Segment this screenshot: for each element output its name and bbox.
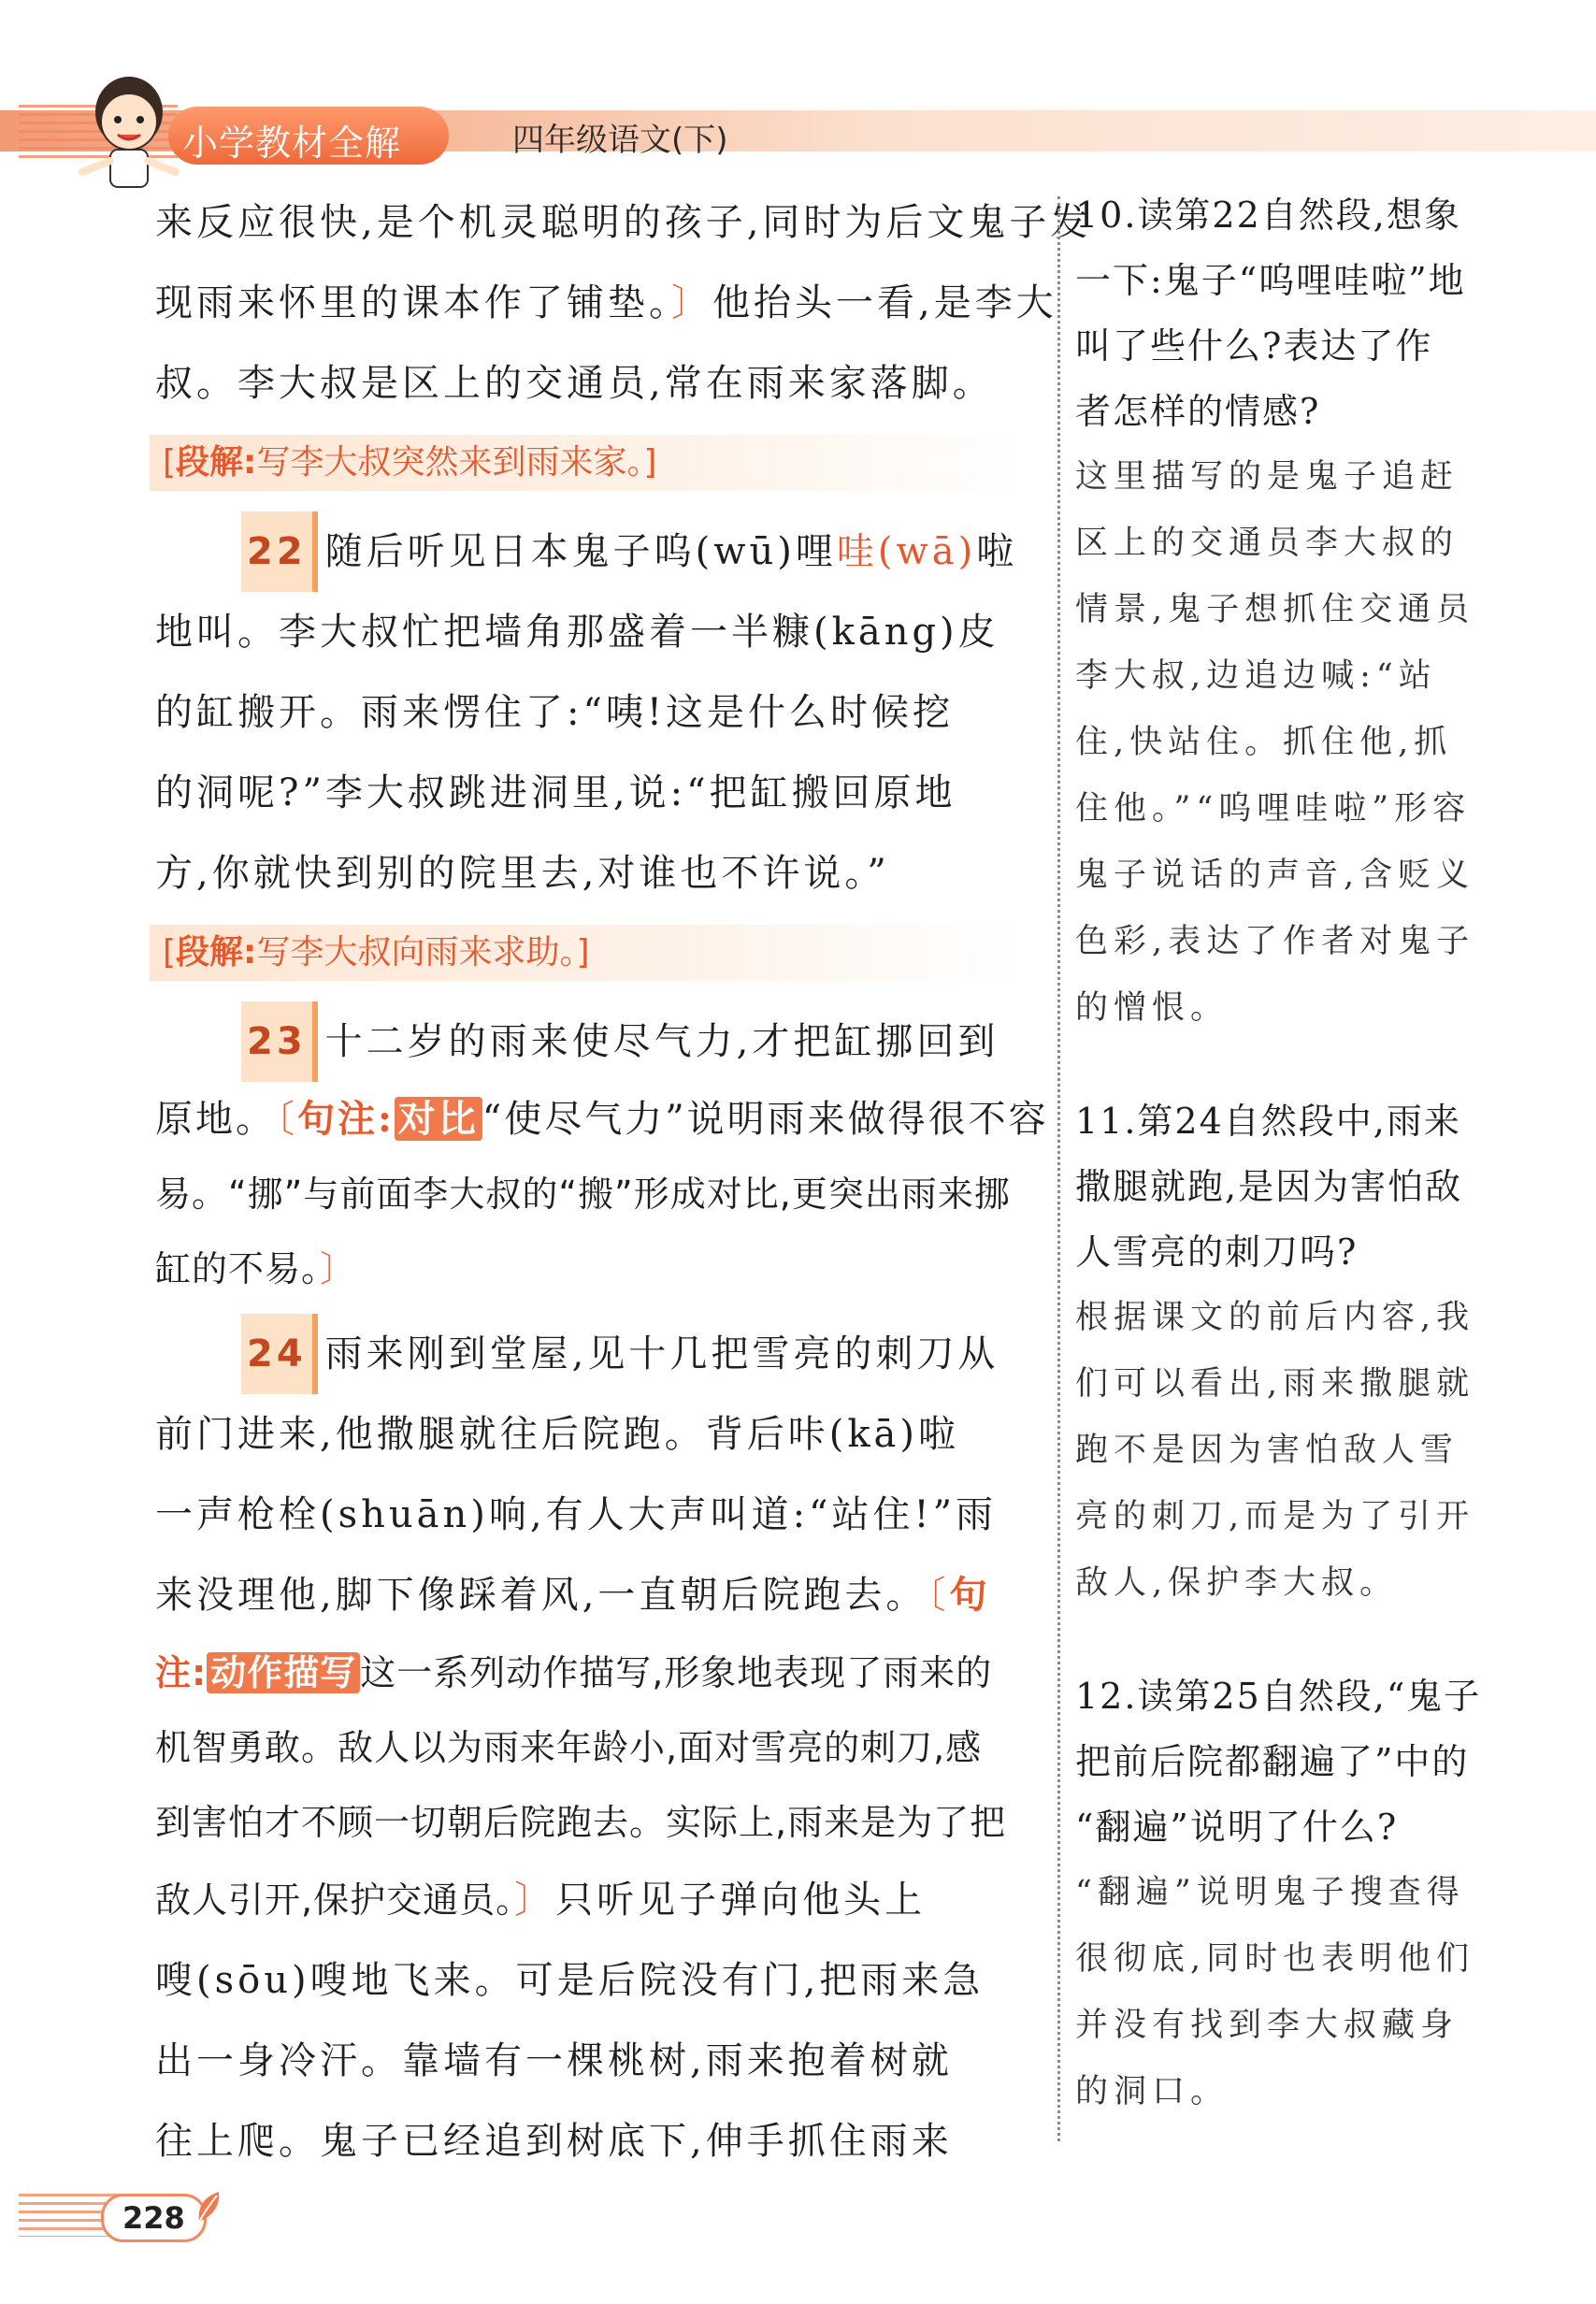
note-text: 这一系列动作描写,形象地表现了雨来的 [360, 1652, 993, 1693]
text-line [155, 511, 1043, 592]
question-line: 者怎样的情感? [1075, 391, 1321, 432]
note-line: 机智勇敢。敌人以为雨来年龄小,面对雪亮的刺刀,感 [155, 1727, 983, 1768]
column-divider [1057, 196, 1060, 2141]
page-number: 228 [101, 2194, 207, 2242]
text-line [155, 263, 1057, 343]
header-brand: 小学教材全解 [182, 122, 402, 164]
answer-line: 住,快站住。抓住他,抓 [1075, 724, 1453, 761]
text-line: 地叫。李大叔忙把墙角那盛着一半糠(kāng)皮 [155, 611, 999, 654]
sentence-note-tag: 对比 [395, 1097, 482, 1141]
text-span: 随后听见日本鬼子呜(wū)哩 [324, 530, 837, 573]
note-bracket: 〔 [927, 1574, 950, 1617]
question-line: 12.读第25自然段,“鬼子 [1075, 1676, 1482, 1717]
text-line: 的缸搬开。雨来愣住了:“咦!这是什么时候挖 [155, 691, 954, 734]
question-line: 叫了些什么?表达了作 [1075, 325, 1433, 367]
text-span: 雨来刚到堂屋,见十几把雪亮的刺刀从 [324, 1332, 999, 1375]
highlight-word: 哇(wā) [836, 530, 977, 573]
answer-line: 住他。”“呜哩哇啦”形容 [1075, 790, 1472, 828]
note-bracket: 〕 [671, 281, 712, 324]
text-line: 出一身冷汗。靠墙有一棵桃树,雨来抱着树就 [155, 2039, 953, 2082]
note-text: 敌人引开,保护交通员。 [155, 1879, 515, 1921]
answer-line: 情景,鬼子想抓住交通员 [1075, 591, 1475, 628]
question-line: 10.读第22自然段,想象 [1075, 194, 1461, 236]
answer-line: 根据课文的前后内容,我 [1075, 1299, 1475, 1336]
qa-block-12 [1075, 1663, 1487, 2125]
qa-block-10 [1075, 182, 1487, 1042]
text-line [155, 1001, 1043, 1082]
text-line [155, 1082, 1049, 1157]
text-line: 前门进来,他撒腿就往后院跑。背后咔(kā)啦 [155, 1413, 960, 1456]
text-span: 只听见子弹向他头上 [555, 1879, 927, 1922]
note-bracket: 〔 [276, 1098, 297, 1141]
annotation-text: 写李大叔突然来到雨来家。 [256, 443, 644, 482]
qa-block-11 [1075, 1088, 1487, 1617]
text-line: 嗖(sōu)嗖地飞来。可是后院没有门,把雨来急 [155, 1959, 985, 2002]
text-line: 往上爬。鬼子已经追到树底下,伸手抓住雨来 [155, 2120, 953, 2163]
text-line [155, 1555, 1043, 1635]
main-text-column [155, 182, 1092, 2182]
answer-line: 敌人,保护李大叔。 [1075, 1564, 1399, 1602]
sentence-note-tag: 动作描写 [207, 1652, 360, 1693]
paragraph-number: 24 [241, 1314, 318, 1394]
text-line [155, 1860, 1043, 1940]
answer-line: 色彩,表达了作者对鬼子 [1075, 923, 1475, 960]
answer-line: 李大叔,边追边喊:“站 [1075, 657, 1437, 695]
header-subtitle: 四年级语文(下) [512, 122, 728, 159]
answer-line: 并没有找到李大叔藏身 [1075, 2007, 1459, 2044]
question-line: 一下:鬼子“呜哩哇啦”地 [1075, 260, 1466, 301]
text-span: 啦 [976, 530, 1018, 573]
text-line: 一声枪栓(shuān)响,有人大声叫道:“站住!”雨 [155, 1493, 998, 1536]
answer-line: 很彻底,同时也表明他们 [1075, 1940, 1475, 1978]
paragraph-number: 22 [241, 511, 318, 592]
note-text: 缸的不易。 [155, 1248, 321, 1289]
leaf-icon [194, 2188, 223, 2225]
annotation-label: 段解: [176, 443, 257, 482]
paragraph-annotation: [段解:写李大叔向雨来求助。] [150, 925, 1023, 981]
note-line [155, 1635, 1043, 1710]
note-line [155, 1231, 1043, 1306]
note-line: 到害怕才不顾一切朝后院跑去。实际上,雨来是为了把 [155, 1802, 1007, 1843]
text-span: 现雨来怀里的课本作了铺垫。 [155, 281, 671, 324]
note-line: 易。“挪”与前面李大叔的“搬”形成对比,更突出雨来挪 [155, 1174, 1011, 1215]
answer-line: 的憎恨。 [1075, 989, 1229, 1027]
sentence-note-label: 句注: [297, 1097, 395, 1141]
text-line: 的洞呢?”李大叔跳进洞里,说:“把缸搬回原地 [155, 771, 956, 814]
answer-line: 的洞口。 [1075, 2073, 1229, 2110]
text-line: 方,你就快到别的院里去,对谁也不许说。” [155, 852, 890, 895]
answer-line: 跑不是因为害怕敌人雪 [1075, 1432, 1459, 1469]
text-span: 十二岁的雨来使尽气力,才把缸挪回到 [324, 1020, 999, 1063]
answer-line: “翻遍”说明鬼子搜查得 [1075, 1874, 1465, 1911]
answer-line: 们可以看出,雨来撒腿就 [1075, 1365, 1475, 1403]
text-span: 来没理他,脚下像踩着风,一直朝后院跑去。 [155, 1574, 927, 1617]
text-span: 原地。 [155, 1098, 276, 1141]
annotation-text: 写李大叔向雨来求助。 [256, 933, 577, 972]
annotation-label: 段解: [176, 933, 257, 972]
answer-line: 亮的刺刀,而是为了引开 [1075, 1498, 1475, 1535]
text-line: 叔。李大叔是区上的交通员,常在雨来家落脚。 [155, 362, 994, 405]
question-line: “翻遍”说明了什么? [1075, 1807, 1399, 1848]
answer-line: 鬼子说话的声音,含贬义 [1075, 857, 1475, 894]
note-text: “使尽气力”说明雨来做得很不容 [482, 1098, 1049, 1141]
text-span: 他抬头一看,是李大 [712, 281, 1057, 324]
paragraph-number: 23 [241, 1001, 318, 1082]
question-line: 撒腿就跑,是因为害怕敌 [1075, 1166, 1463, 1207]
text-line [155, 1314, 1043, 1394]
question-line: 11.第24自然段中,雨来 [1075, 1101, 1461, 1142]
paragraph-annotation: [段解:写李大叔突然来到雨来家。] [150, 435, 1023, 491]
question-line: 把前后院都翻遍了”中的 [1075, 1741, 1470, 1782]
sentence-note-label: 句 [949, 1573, 991, 1617]
sentence-note-label: 注: [155, 1652, 208, 1693]
answer-line: 区上的交通员李大叔的 [1075, 525, 1459, 562]
text-line: 来反应很快,是个机灵聪明的孩子,同时为后文鬼子发 [155, 201, 1092, 244]
side-qa-column [1075, 182, 1487, 2172]
note-bracket: 〕 [320, 1248, 357, 1289]
question-line: 人雪亮的刺刀吗? [1075, 1231, 1359, 1273]
note-bracket: 〕 [514, 1879, 556, 1922]
boy-mascot-icon [73, 67, 185, 198]
answer-line: 这里描写的是鬼子追赶 [1075, 458, 1459, 496]
